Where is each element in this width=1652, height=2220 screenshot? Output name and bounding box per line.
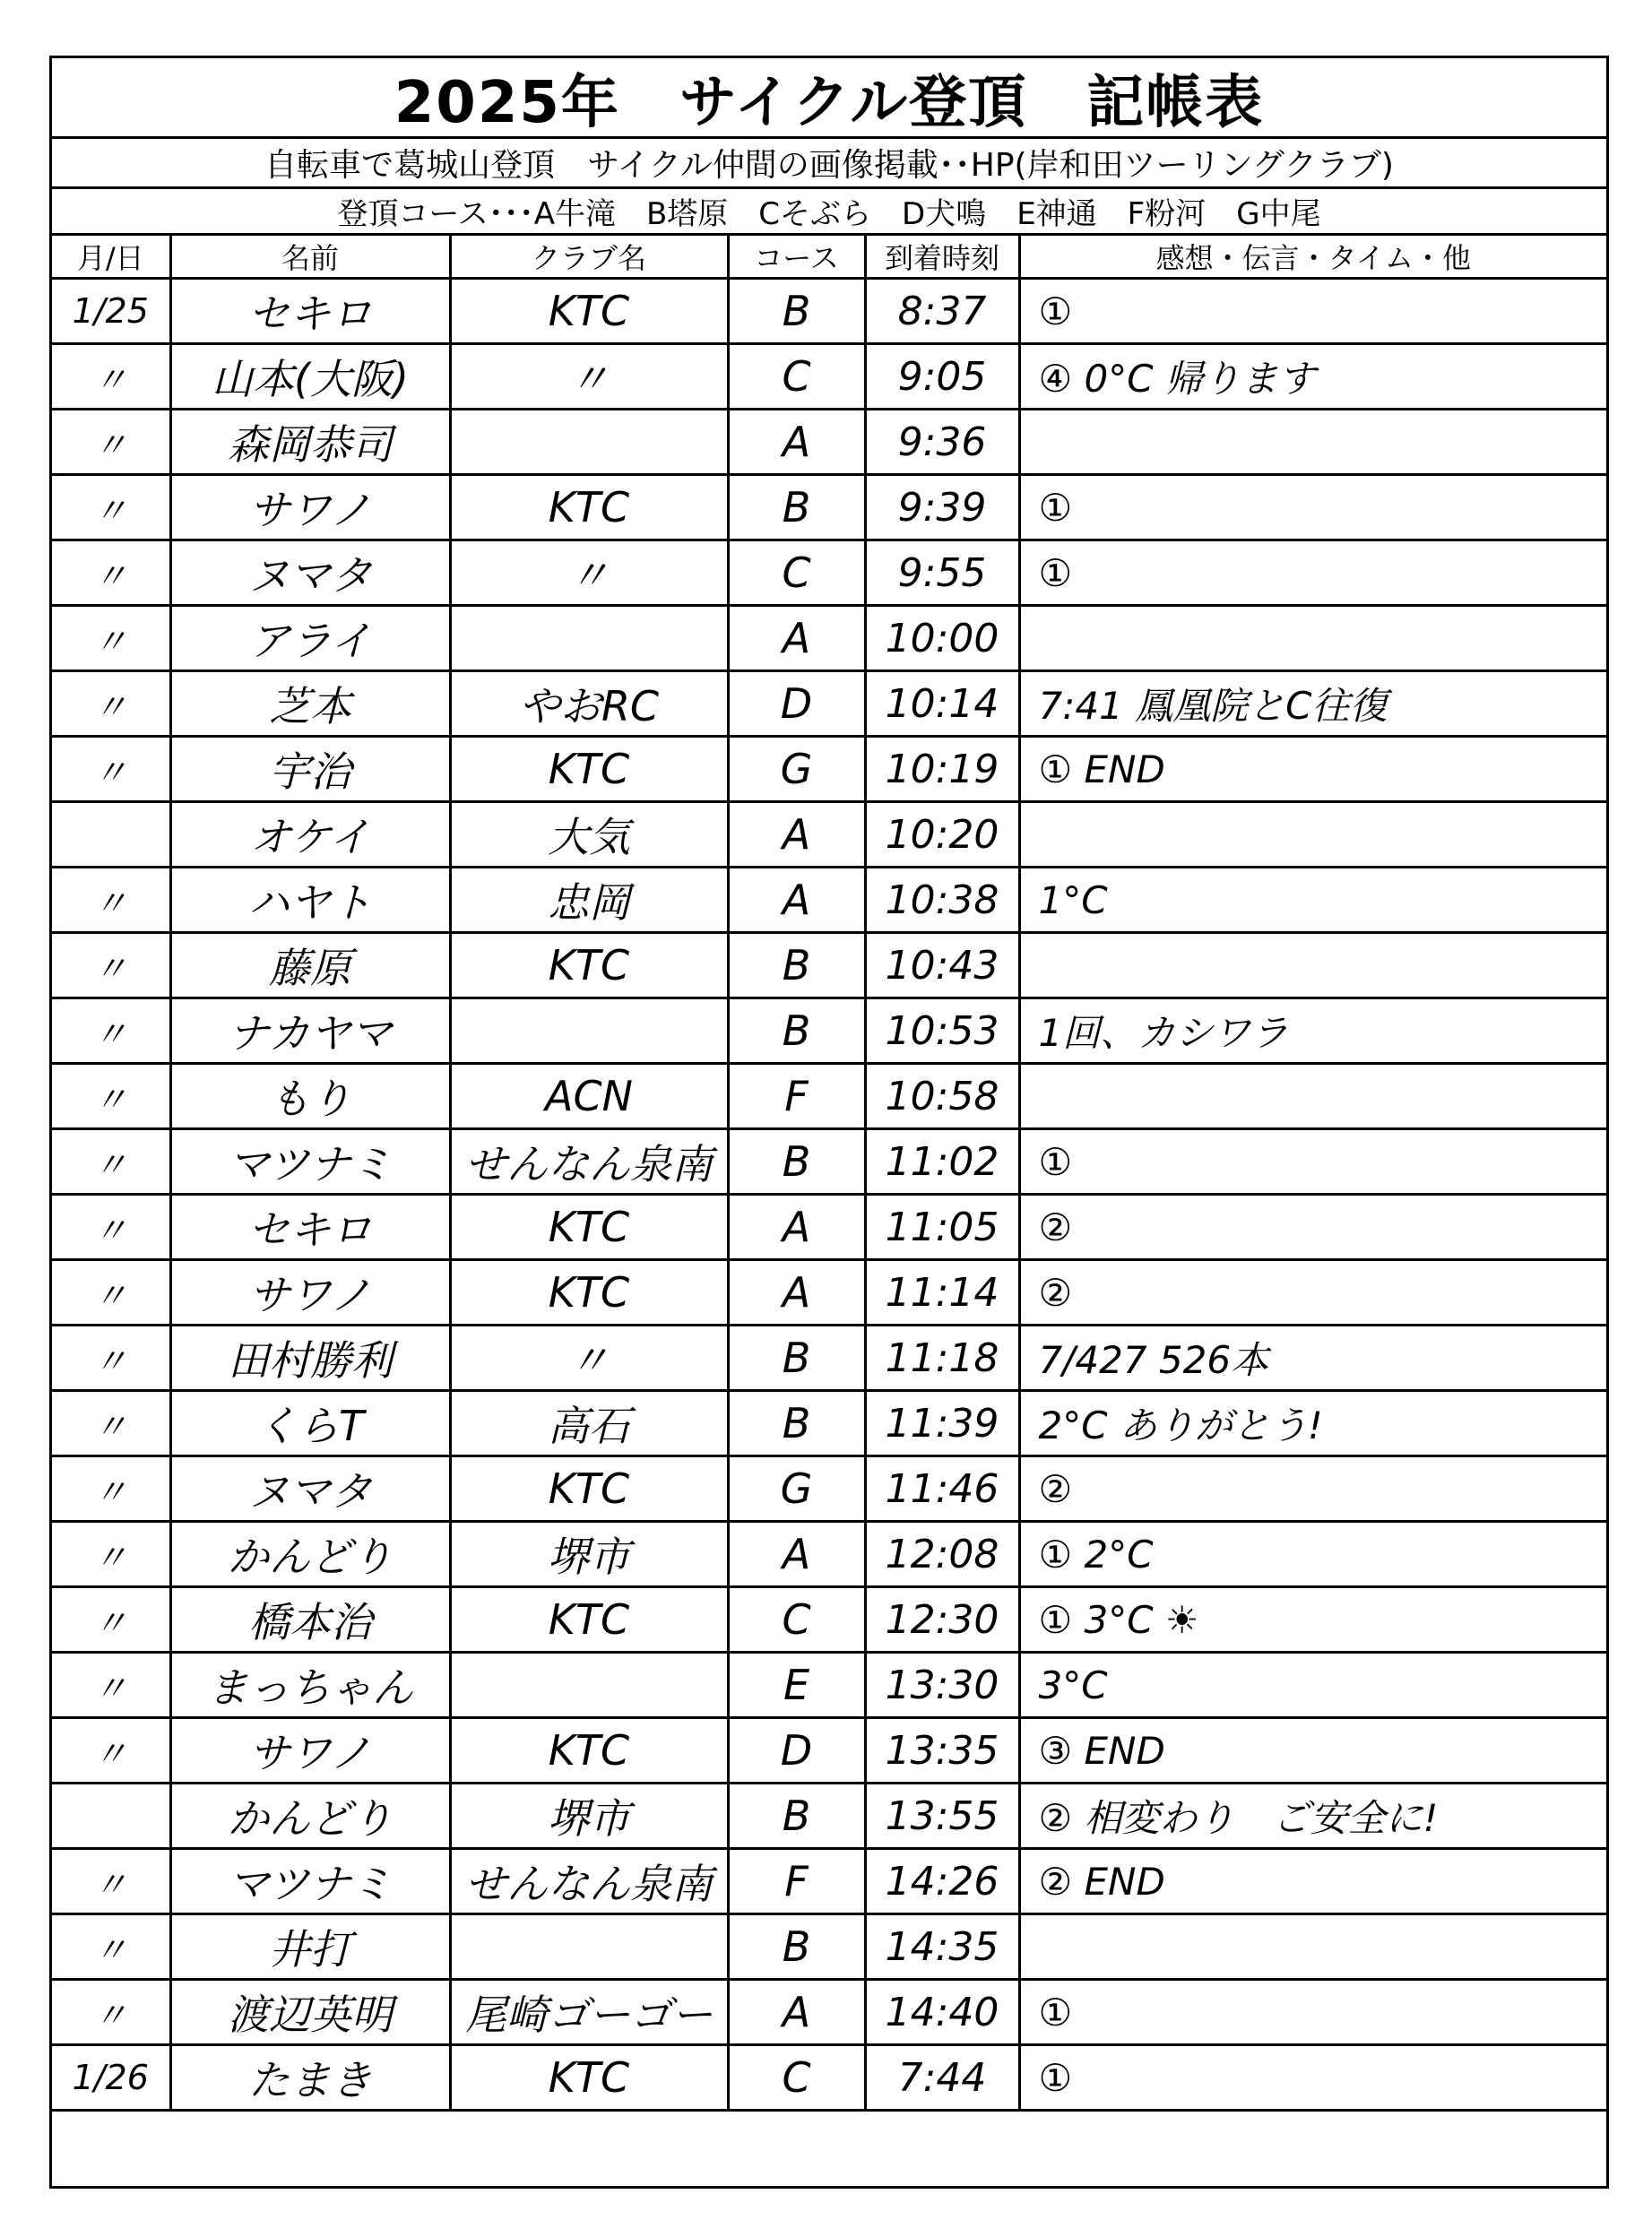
table-row <box>52 279 1606 344</box>
cell-note <box>1019 933 1606 998</box>
table-row <box>52 1980 1606 2045</box>
table-row <box>52 475 1606 540</box>
cell-course: D <box>728 671 865 737</box>
cell-time: 10:58 <box>865 1064 1019 1129</box>
cell-date: 〃 <box>52 1653 170 1718</box>
cell-course: E <box>728 1653 865 1718</box>
cell-date: 〃 <box>52 868 170 933</box>
cell-name: 森岡恭司 <box>170 410 450 475</box>
cell-time: 14:35 <box>865 1914 1019 1980</box>
table-row <box>52 1064 1606 1129</box>
cell-date: 〃 <box>52 671 170 737</box>
cell-name: ヌマタ <box>170 1456 450 1522</box>
cell-club: せんなん泉南 <box>450 1849 728 1914</box>
logbook-sheet <box>49 56 1609 2189</box>
cell-name: アライ <box>170 606 450 671</box>
subtitle: 自転車で葛城山登頂 サイクル仲間の画像掲載･･HP(岸和田ツーリングクラブ) <box>52 139 1606 189</box>
cell-date: 〃 <box>52 1260 170 1326</box>
cell-note: ① 2°C <box>1019 1522 1606 1587</box>
cell-date: 〃 <box>52 737 170 802</box>
cell-note: ① <box>1019 540 1606 606</box>
cell-time: 10:53 <box>865 998 1019 1064</box>
cell-note <box>1019 606 1606 671</box>
cell-note <box>1019 802 1606 868</box>
cell-course: A <box>728 1522 865 1587</box>
cell-club: 尾崎ゴーゴー <box>450 1980 728 2045</box>
cell-course: D <box>728 1718 865 1784</box>
cell-name: 田村勝利 <box>170 1326 450 1391</box>
col-header-time: 到着時刻 <box>865 236 1019 279</box>
cell-club: 堺市 <box>450 1522 728 1587</box>
cell-name: くらT <box>170 1391 450 1456</box>
cell-note: 2°C ありがとう! <box>1019 1391 1606 1456</box>
cell-name: サワノ <box>170 475 450 540</box>
cell-time: 14:40 <box>865 1980 1019 2045</box>
cell-time: 13:30 <box>865 1653 1019 1718</box>
table-row <box>52 1456 1606 1522</box>
cell-time: 10:38 <box>865 868 1019 933</box>
cell-date: 〃 <box>52 1522 170 1587</box>
cell-note: ① <box>1019 1129 1606 1195</box>
cell-name: もり <box>170 1064 450 1129</box>
cell-course: B <box>728 998 865 1064</box>
cell-course: B <box>728 475 865 540</box>
cell-time: 7:44 <box>865 2045 1019 2111</box>
log-table <box>52 236 1606 2112</box>
cell-time: 12:08 <box>865 1522 1019 1587</box>
cell-time: 9:39 <box>865 475 1019 540</box>
cell-club: 〃 <box>450 540 728 606</box>
cell-club: 大気 <box>450 802 728 868</box>
cell-date: 1/26 <box>52 2045 170 2111</box>
cell-course: F <box>728 1849 865 1914</box>
cell-club: KTC <box>450 279 728 344</box>
cell-course: C <box>728 344 865 410</box>
cell-time: 11:39 <box>865 1391 1019 1456</box>
cell-club: KTC <box>450 737 728 802</box>
cell-club <box>450 410 728 475</box>
cell-date: 〃 <box>52 998 170 1064</box>
cell-time: 10:43 <box>865 933 1019 998</box>
cell-note: ② <box>1019 1456 1606 1522</box>
cell-date: 〃 <box>52 1587 170 1653</box>
cell-name: ナカヤマ <box>170 998 450 1064</box>
cell-note: 3°C <box>1019 1653 1606 1718</box>
cell-course: A <box>728 802 865 868</box>
cell-club: KTC <box>450 933 728 998</box>
cell-date: 〃 <box>52 933 170 998</box>
cell-note: ② <box>1019 1195 1606 1260</box>
table-row <box>52 2045 1606 2111</box>
cell-course: G <box>728 737 865 802</box>
cell-note: ① <box>1019 1980 1606 2045</box>
cell-date: 〃 <box>52 1914 170 1980</box>
cell-note: 7/427 526本 <box>1019 1326 1606 1391</box>
cell-date: 〃 <box>52 1980 170 2045</box>
cell-note: ② <box>1019 1260 1606 1326</box>
cell-course: C <box>728 1587 865 1653</box>
cell-name: 宇治 <box>170 737 450 802</box>
cell-note: 7:41 鳳凰院とC往復 <box>1019 671 1606 737</box>
cell-date <box>52 802 170 868</box>
cell-course: C <box>728 2045 865 2111</box>
cell-time: 9:36 <box>865 410 1019 475</box>
table-row <box>52 1914 1606 1980</box>
cell-club: やおRC <box>450 671 728 737</box>
table-row <box>52 1587 1606 1653</box>
cell-club: 〃 <box>450 344 728 410</box>
cell-club: KTC <box>450 475 728 540</box>
cell-note: ① <box>1019 2045 1606 2111</box>
col-header-notes: 感想・伝言・タイム・他 <box>1019 236 1606 279</box>
cell-date: 〃 <box>52 1064 170 1129</box>
cell-club <box>450 1653 728 1718</box>
col-header-course: コース <box>728 236 865 279</box>
cell-course: G <box>728 1456 865 1522</box>
cell-name: オケイ <box>170 802 450 868</box>
cell-club: 高石 <box>450 1391 728 1456</box>
cell-name: かんどり <box>170 1784 450 1849</box>
table-row <box>52 737 1606 802</box>
cell-date: 〃 <box>52 344 170 410</box>
header-row <box>52 236 1606 279</box>
table-row <box>52 1718 1606 1784</box>
cell-note: ① <box>1019 279 1606 344</box>
cell-note: 1°C <box>1019 868 1606 933</box>
cell-date: 1/25 <box>52 279 170 344</box>
cell-name: マツナミ <box>170 1129 450 1195</box>
cell-date: 〃 <box>52 540 170 606</box>
cell-time: 11:46 <box>865 1456 1019 1522</box>
cell-note <box>1019 1064 1606 1129</box>
table-row <box>52 1195 1606 1260</box>
col-header-club: クラブ名 <box>450 236 728 279</box>
table-row <box>52 868 1606 933</box>
cell-time: 9:55 <box>865 540 1019 606</box>
cell-name: 渡辺英明 <box>170 1980 450 2045</box>
table-row <box>52 802 1606 868</box>
table-row <box>52 1391 1606 1456</box>
cell-course: A <box>728 606 865 671</box>
cell-time: 11:02 <box>865 1129 1019 1195</box>
cell-time: 11:05 <box>865 1195 1019 1260</box>
cell-name: たまき <box>170 2045 450 2111</box>
table-row <box>52 410 1606 475</box>
cell-club: KTC <box>450 1260 728 1326</box>
cell-time: 8:37 <box>865 279 1019 344</box>
cell-date: 〃 <box>52 1129 170 1195</box>
cell-note: ① <box>1019 475 1606 540</box>
cell-name: 藤原 <box>170 933 450 998</box>
cell-name: かんどり <box>170 1522 450 1587</box>
cell-note <box>1019 1914 1606 1980</box>
cell-name: 芝本 <box>170 671 450 737</box>
table-row <box>52 933 1606 998</box>
col-header-date: 月/日 <box>52 236 170 279</box>
cell-club: 〃 <box>450 1326 728 1391</box>
cell-time: 10:20 <box>865 802 1019 868</box>
table-row <box>52 1522 1606 1587</box>
page-title: 2025年 サイクル登頂 記帳表 <box>52 58 1606 139</box>
cell-club: KTC <box>450 1456 728 1522</box>
cell-time: 11:18 <box>865 1326 1019 1391</box>
table-row <box>52 344 1606 410</box>
cell-club <box>450 606 728 671</box>
cell-note: ② 相変わり ご安全に! <box>1019 1784 1606 1849</box>
cell-club: せんなん泉南 <box>450 1129 728 1195</box>
cell-course: B <box>728 933 865 998</box>
cell-name: まっちゃん <box>170 1653 450 1718</box>
table-row <box>52 606 1606 671</box>
cell-name: ハヤト <box>170 868 450 933</box>
cell-name: セキロ <box>170 1195 450 1260</box>
cell-course: A <box>728 1980 865 2045</box>
cell-course: B <box>728 1326 865 1391</box>
cell-note: ② END <box>1019 1849 1606 1914</box>
cell-date: 〃 <box>52 475 170 540</box>
table-row <box>52 1260 1606 1326</box>
table-row <box>52 1326 1606 1391</box>
cell-course: B <box>728 279 865 344</box>
cell-date: 〃 <box>52 1849 170 1914</box>
cell-note: ③ END <box>1019 1718 1606 1784</box>
col-header-name: 名前 <box>170 236 450 279</box>
table-row <box>52 671 1606 737</box>
cell-course: F <box>728 1064 865 1129</box>
cell-note: ④ 0°C 帰ります <box>1019 344 1606 410</box>
cell-time: 14:26 <box>865 1849 1019 1914</box>
cell-club: 忠岡 <box>450 868 728 933</box>
cell-club: KTC <box>450 2045 728 2111</box>
cell-time: 13:55 <box>865 1784 1019 1849</box>
cell-date: 〃 <box>52 606 170 671</box>
cell-course: B <box>728 1391 865 1456</box>
cell-time: 12:30 <box>865 1587 1019 1653</box>
cell-course: B <box>728 1784 865 1849</box>
cell-time: 10:14 <box>865 671 1019 737</box>
cell-date: 〃 <box>52 410 170 475</box>
cell-date: 〃 <box>52 1326 170 1391</box>
cell-course: A <box>728 1195 865 1260</box>
cell-time: 10:19 <box>865 737 1019 802</box>
cell-date: 〃 <box>52 1456 170 1522</box>
table-row <box>52 540 1606 606</box>
course-legend: 登頂コース･･･A牛滝 B塔原 Cそぶら D犬鳴 E神通 F粉河 G中尾 <box>52 189 1606 236</box>
cell-time: 9:05 <box>865 344 1019 410</box>
cell-course: A <box>728 410 865 475</box>
cell-club <box>450 998 728 1064</box>
cell-note: 1回、カシワラ <box>1019 998 1606 1064</box>
cell-date: 〃 <box>52 1718 170 1784</box>
table-row <box>52 1849 1606 1914</box>
cell-time: 11:14 <box>865 1260 1019 1326</box>
cell-name: マツナミ <box>170 1849 450 1914</box>
table-row <box>52 1129 1606 1195</box>
cell-name: 橋本治 <box>170 1587 450 1653</box>
cell-name: 山本(大阪) <box>170 344 450 410</box>
cell-date: 〃 <box>52 1391 170 1456</box>
cell-club: ACN <box>450 1064 728 1129</box>
cell-note: ① 3°C ☀ <box>1019 1587 1606 1653</box>
cell-name: サワノ <box>170 1260 450 1326</box>
cell-time: 10:00 <box>865 606 1019 671</box>
cell-club: KTC <box>450 1587 728 1653</box>
cell-note <box>1019 410 1606 475</box>
cell-time: 13:35 <box>865 1718 1019 1784</box>
cell-name: セキロ <box>170 279 450 344</box>
cell-club: KTC <box>450 1195 728 1260</box>
cell-date <box>52 1784 170 1849</box>
cell-course: C <box>728 540 865 606</box>
cell-club: 堺市 <box>450 1784 728 1849</box>
cell-course: A <box>728 1260 865 1326</box>
cell-name: ヌマタ <box>170 540 450 606</box>
cell-note: ① END <box>1019 737 1606 802</box>
cell-course: A <box>728 868 865 933</box>
cell-name: サワノ <box>170 1718 450 1784</box>
cell-club <box>450 1914 728 1980</box>
table-row <box>52 1784 1606 1849</box>
table-row <box>52 1653 1606 1718</box>
table-row <box>52 998 1606 1064</box>
cell-course: B <box>728 1129 865 1195</box>
cell-date: 〃 <box>52 1195 170 1260</box>
cell-name: 井打 <box>170 1914 450 1980</box>
cell-club: KTC <box>450 1718 728 1784</box>
cell-course: B <box>728 1914 865 1980</box>
